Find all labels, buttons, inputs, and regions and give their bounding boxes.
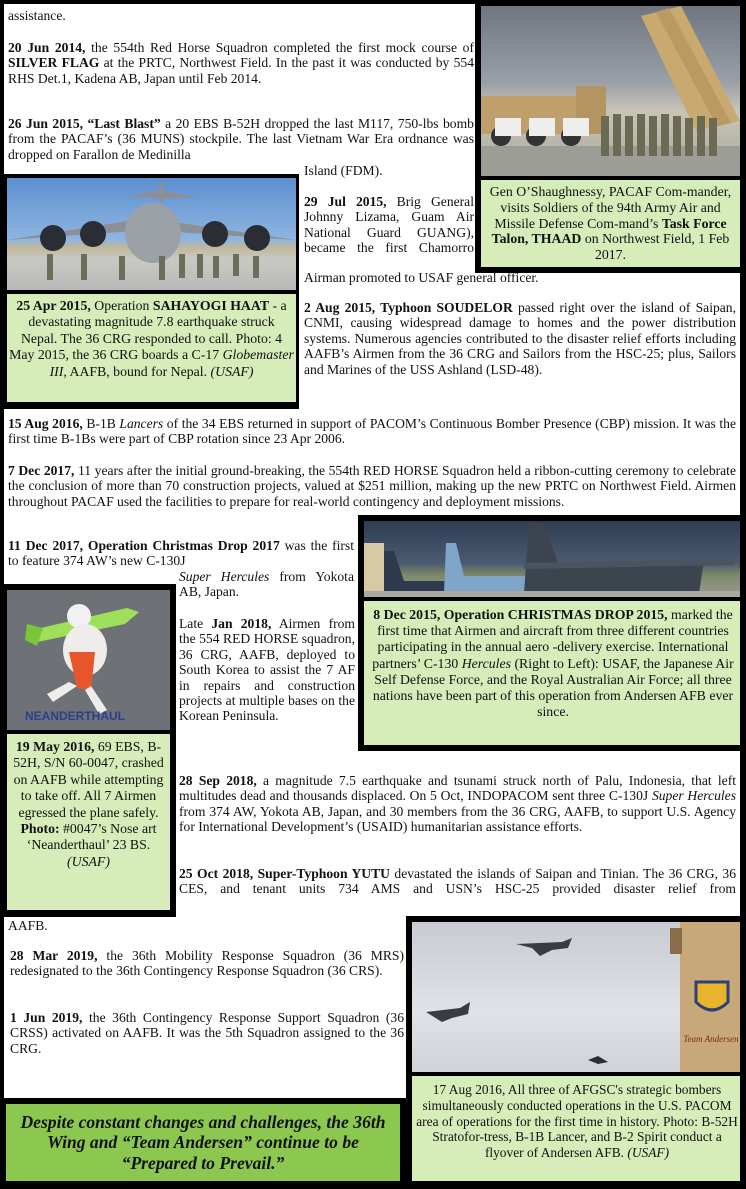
event-highlight: SILVER FLAG [8,55,100,71]
divider [4,405,299,409]
nose-art-icon [7,590,170,730]
event-date: 29 Jul 2015, [304,194,387,209]
event-text: the 554th Red Horse Squadron completed the first mock course of [85,40,475,55]
event-italic: Lancers [119,416,164,431]
thaad-photo [481,6,740,176]
caption-text: (Right to Left): USAF, the Japanese Air Self Defense Force, and the Royal Australian Air Force; all three nations have been part of this operation from Andersen AFB ever since. [372,655,734,720]
paragraph-lizama-end [304,270,724,285]
paragraph-lancers [8,416,736,447]
caption-text: marked the first time that Airmen and aircraft from three different countries participating in the annual aero -delivery exercise. International partners’ C-130 [372,607,733,671]
flyover-figure [406,916,740,1183]
wing-shield-icon [696,982,728,1010]
c130-aircraft-icon [364,521,740,597]
caption-italic: Globemaster III, [49,347,294,379]
event-text: B-1B [82,416,120,431]
closing-statement: Despite constant changes and challenges, the 36th Wing and “Team Andersen” continue to be “Prepared to Prevail.” [20,1111,386,1173]
caption-highlight: SAHAYOGI HAAT [152,298,270,313]
caption-highlight: Task Force Talon, THAAD [491,215,727,247]
event-text: at the PRTC, Northwest Field. In the past it was conducted by 554 RHS Det.1, Kadena AB, Japan until Feb 2014. [8,55,474,86]
event-text: a 20 EBS B-52H dropped the last M117, 750-lbs bomb from the PACAF’s (36 MUNS) stockpile. The last Vietnam War Era ordnance was dropped on Farallon de Medinilla [8,116,474,162]
photo-credit: (USAF) [210,363,254,379]
event-text: a magnitude 7.5 earthquake and tsunami struck north of Palu, Indonesia, that left multitudes dead and thousands displaced. On 5 Oct, INDOPACOM sent three C-130J [179,773,736,804]
paragraph-soudelor [304,300,736,377]
event-date: Jan 2018, [211,616,272,631]
event-text: the 36th Contingency Response Support Squadron (36 CRSS) activated on AAFB. It was the 5th Squadron assigned to the 36 CRG. [10,1010,404,1056]
event-text: devastated the islands of Saipan and Tinian. The 36 CRG, 36 CES, and tenant units 734 AMS and USN’s HSC-25 provided disaster relief from [179,866,736,897]
caption-text: 69 EBS, B-52H, S/N 60-0047, crashed on AAFB while attempting to take off. All 7 Airmen egressed the plane safely. [13,739,164,820]
event-date: 28 Mar 2019, [10,948,98,963]
event-italic: Super Hercules [179,569,270,584]
paragraph-palu [179,773,736,835]
flyover-caption [412,1076,740,1181]
closing-banner [4,1098,406,1183]
event-date: 26 Jun 2015, “Last Blast” [8,116,161,131]
intro-text: assistance. [8,8,66,23]
nose-art-text: NEANDERTHAUL [25,709,125,723]
event-text: Airman promoted to USAF general officer. [304,270,539,285]
photo-credit: (USAF) [67,853,110,869]
thaad-launcher-icon [481,6,740,176]
event-text: Brig General Johnny Lizama, Guam Air National Guard GUANG), became the first Chamorro [304,194,474,256]
paragraph-crs [10,948,404,979]
crash-figure [4,584,176,917]
christmas-drop-figure [358,515,740,751]
event-text: was the first to feature 374 AW’s new C-130J [8,538,354,569]
paragraph-yutu-end [8,918,208,933]
event-date: 7 Dec 2017, [8,463,75,478]
caption-text: 17 Aug 2016, All three of AFGSC's strategic bombers simultaneously conducted operations in the U.S. PACOM area of operations for the first time in history. Photo: B-52H Stratofor-tress, B-1B Lancer, and B-2 Spirit conduct a flyover of Andersen AFB. [416,1082,738,1161]
paragraph-christmas-drop-2017-end [179,569,354,600]
closing-banner-fill [6,1104,400,1181]
caption-text: AAFB, bound for Nepal. [66,363,211,379]
paragraph-intro [8,8,478,23]
c17-aircraft-icon [7,178,296,290]
paragraph-korea [179,616,355,724]
paragraph-yutu [179,866,736,897]
nepal-figure [4,174,299,409]
history-page [4,4,740,1183]
caption-highlight: Photo: [20,821,60,837]
event-date: 20 Jun 2014, [8,40,86,55]
caption-date: 19 May 2016, [15,739,95,754]
event-text: Airmen from the 554 RED HORSE squadron, 36 CRG, AAFB, deployed to South Korea to assist the 7 AF in repairs and construction projects at multiple bases on the Korean Peninsula. [179,616,355,724]
event-text: from 374 AW, Yokota AB, Japan, and 30 members from the 36 CRG, AAFB, to support U.S. Agency for International Development’s (USAID) humanitarian assistance efforts. [179,803,736,835]
thaad-figure [475,4,740,273]
event-text: of the 34 EBS returned in support of PACOM’s Continuous Bomber Presence (CBP) mission. It was the first time B-1Bs were part of CBP rotation since 23 Apr 2006. [8,416,736,447]
event-text: Island (FDM). [304,163,383,178]
paragraph-last-blast [8,116,474,162]
caption-text: Operation [90,298,153,313]
event-text: passed right over the island of Saipan, CNMI, causing widespread damage to homes and the power distribution systems. Numerous agencies contributed to the disaster relief efforts including AAFB’s Airmen from the 36 CRG and Sailors from the HSC-25; plus, Sailors and Marines of the USS Ashland (LSD-48). [304,300,736,377]
event-date: 2 Aug 2015, Typhoon SOUDELOR [304,300,513,315]
paragraph-lizama [304,194,474,256]
caption-date: 25 Apr 2015, [16,298,91,313]
crash-caption [7,734,170,910]
event-date: 28 Sep 2018, [179,773,257,788]
nose-art-photo [7,590,170,730]
c17-photo [7,178,296,290]
caption-text: - a devastating magnitude 7.8 earthquake struck Nepal. The 36 CRG responded to call. Photo: 4 May 2015, the 36 CRG boards a C-17 [9,298,287,363]
caption-text: #0047’s Nose art ‘Neanderthaul’ 23 BS. [26,821,157,853]
christmas-drop-caption [364,601,740,745]
paragraph-prtc [8,463,736,509]
event-text: AAFB. [8,918,48,933]
event-date: 15 Aug 2016, [8,416,83,431]
caption-highlight: 8 Dec 2015, Operation CHRISTMAS DROP 2015, [373,607,668,622]
event-date: 11 Dec 2017, Operation Christmas Drop 2017 [8,538,280,553]
event-text: Late [179,616,212,631]
event-text: from Yokota AB, Japan. [179,569,354,600]
event-date: 1 Jun 2019, [10,1010,83,1025]
photo-credit: (USAF) [627,1145,670,1161]
paragraph-christmas-drop-2017 [8,538,354,569]
caption-text: Gen O’Shaughnessy, PACAF Com-mander, visits Soldiers of the 94th Army Air and Missile Defense Com-mand’s [489,184,732,231]
event-italic: Super Hercules [651,788,736,804]
flyover-photo [412,922,740,1072]
paragraph-last-blast-end [304,163,474,178]
event-date: 25 Oct 2018, Super-Typhoon YUTU [179,866,390,881]
bomber-flyover-icon [412,922,740,1072]
caption-italic: Hercules [461,655,511,671]
event-text: the 36th Mobility Response Squadron (36 MRS) redesignated to the 36th Contingency Response Squadron (36 CRS). [10,948,404,979]
nepal-caption [7,294,296,402]
tower-text: Team Andersen [683,1034,739,1044]
event-text: 11 years after the initial ground-breaking, the 554th RED HORSE Squadron held a ribbon-cutting ceremony to celebrate the conclusion of more than 70 construction projects, valued at $251 million, making up the new PRTC on Northwest Field. Airmen throughout PACAF used the facilities to prepare for real-world contingency and deployment missions. [8,463,736,509]
caption-text: on Northwest Field, 1 Feb 2017. [581,231,730,263]
c130-photo [364,521,740,597]
thaad-caption [481,180,740,267]
paragraph-silver-flag [8,40,474,86]
paragraph-crss [10,1010,404,1056]
